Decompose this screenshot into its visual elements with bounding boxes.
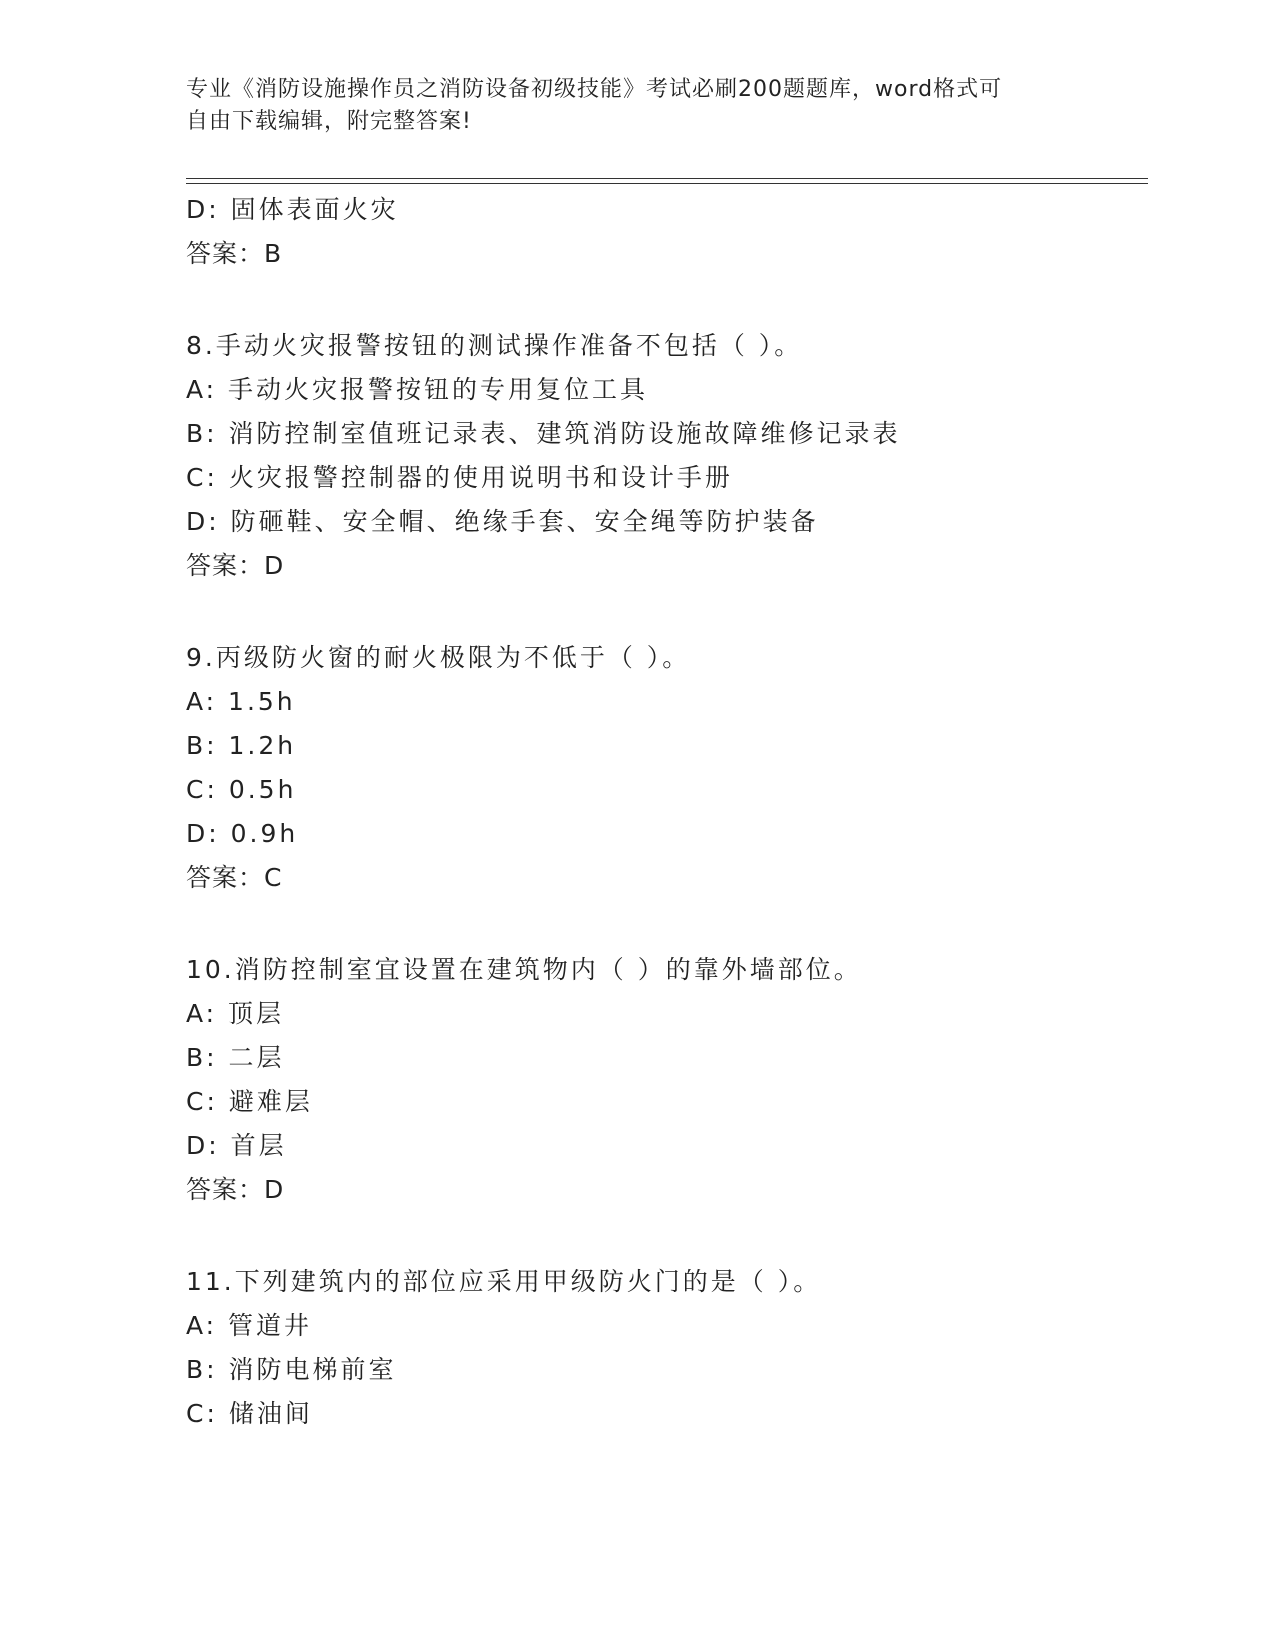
question-8-stem: 8.手动火灾报警按钮的测试操作准备不包括（ ）。	[186, 331, 803, 360]
question-10-stem: 10.消防控制室宜设置在建筑物内（ ）的靠外墙部位。	[186, 955, 862, 984]
question-11-option-c: C: 储油间	[186, 1399, 313, 1428]
question-9-option-d: D: 0.9h	[186, 819, 299, 848]
header-line-1: 专业《消防设施操作员之消防设备初级技能》考试必刷200题题库，word格式可	[186, 77, 1003, 102]
question-8-answer: 答案：D	[186, 551, 285, 580]
question-8-option-a: A: 手动火灾报警按钮的专用复位工具	[186, 375, 649, 404]
prev-answer: 答案：B	[186, 239, 283, 268]
question-10-option-b: B: 二层	[186, 1043, 285, 1072]
document-header	[186, 74, 1066, 138]
header-divider-bottom	[186, 183, 1148, 184]
question-9-stem: 9.丙级防火窗的耐火极限为不低于（ ）。	[186, 643, 691, 672]
question-9-option-a: A: 1.5h	[186, 687, 296, 716]
question-11-option-b: B: 消防电梯前室	[186, 1355, 397, 1384]
header-line-2: 自由下载编辑，附完整答案!	[186, 109, 472, 134]
question-8-option-c: C: 火灾报警控制器的使用说明书和设计手册	[186, 463, 733, 492]
question-10-option-d: D: 首层	[186, 1131, 287, 1160]
question-10-option-c: C: 避难层	[186, 1087, 313, 1116]
prev-option-d: D: 固体表面火灾	[186, 195, 399, 224]
question-10-answer: 答案：D	[186, 1175, 285, 1204]
question-8-option-b: B: 消防控制室值班记录表、建筑消防设施故障维修记录表	[186, 419, 901, 448]
question-10-option-a: A: 顶层	[186, 999, 285, 1028]
question-11-stem: 11.下列建筑内的部位应采用甲级防火门的是（ ）。	[186, 1267, 822, 1296]
question-9-answer: 答案：C	[186, 863, 283, 892]
question-8-option-d: D: 防砸鞋、安全帽、绝缘手套、安全绳等防护装备	[186, 507, 819, 536]
header-divider-top	[186, 178, 1148, 179]
question-9-option-c: C: 0.5h	[186, 775, 297, 804]
question-9-option-b: B: 1.2h	[186, 731, 297, 760]
question-11-option-a: A: 管道井	[186, 1311, 313, 1340]
